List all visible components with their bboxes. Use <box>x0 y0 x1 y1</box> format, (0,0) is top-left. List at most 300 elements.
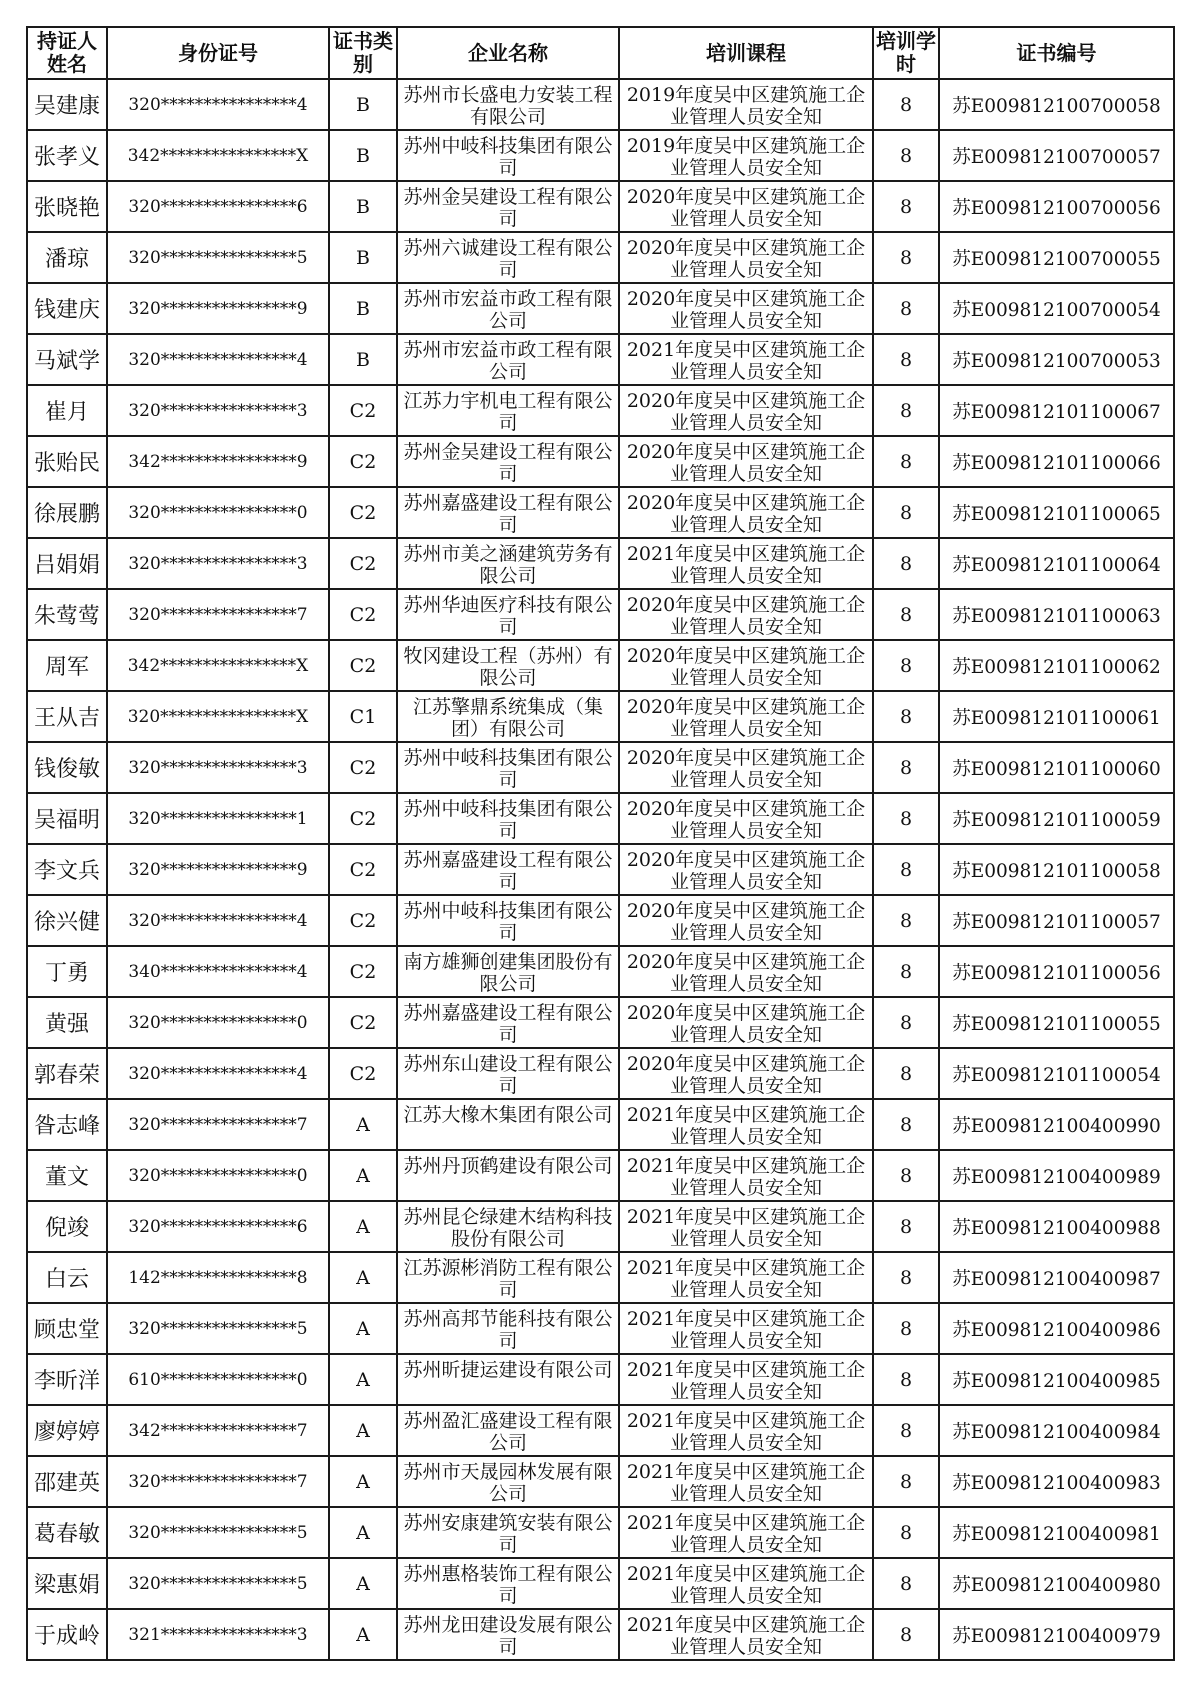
cell-company <box>397 385 619 436</box>
cell-hours: 8 <box>873 1354 939 1405</box>
cell-hours: 8 <box>873 1048 939 1099</box>
cell-course <box>619 793 873 844</box>
cell-hours: 8 <box>873 1252 939 1303</box>
cell-name: 张晓艳 <box>27 181 107 232</box>
cell-cert-no: 苏E009812101100064 <box>939 538 1174 589</box>
cell-company-text: 苏州高邦节能科技有限公司 <box>403 1307 613 1352</box>
cell-name: 吴福明 <box>27 793 107 844</box>
table-body <box>27 79 1174 1660</box>
cell-category: A <box>329 1354 397 1405</box>
cell-name: 王从吉 <box>27 691 107 742</box>
cell-hours: 8 <box>873 691 939 742</box>
cell-company <box>397 1558 619 1609</box>
cell-hours: 8 <box>873 1558 939 1609</box>
cell-course <box>619 844 873 895</box>
cell-id-number: 320****************5 <box>107 232 329 283</box>
cell-hours: 8 <box>873 1303 939 1354</box>
cell-course <box>619 1558 873 1609</box>
cell-id-number: 320****************9 <box>107 283 329 334</box>
cell-course-text: 2020年度吴中区建筑施工企业管理人员安全知 <box>626 746 866 791</box>
cell-company <box>397 1609 619 1660</box>
cell-course-text: 2020年度吴中区建筑施工企业管理人员安全知 <box>626 848 866 893</box>
cell-company <box>397 181 619 232</box>
table-row <box>27 1048 1174 1099</box>
cell-course <box>619 1201 873 1252</box>
cell-id-number: 320****************4 <box>107 79 329 130</box>
cell-course <box>619 742 873 793</box>
cell-id-number: 320****************0 <box>107 1150 329 1201</box>
header-company: 企业名称 <box>397 27 619 79</box>
cell-course <box>619 283 873 334</box>
cell-cert-no: 苏E009812100700057 <box>939 130 1174 181</box>
cell-cert-no: 苏E009812101100061 <box>939 691 1174 742</box>
header-course: 培训课程 <box>619 27 873 79</box>
table-row <box>27 1252 1174 1303</box>
cell-id-number: 320****************3 <box>107 742 329 793</box>
cell-cert-no: 苏E009812100400981 <box>939 1507 1174 1558</box>
cell-course <box>619 1150 873 1201</box>
cell-category: C2 <box>329 895 397 946</box>
cell-cert-no: 苏E009812100700056 <box>939 181 1174 232</box>
cell-course <box>619 1456 873 1507</box>
cell-course-text: 2021年度吴中区建筑施工企业管理人员安全知 <box>626 338 866 383</box>
cell-company-text: 苏州市宏益市政工程有限公司 <box>403 287 613 332</box>
table-row <box>27 1354 1174 1405</box>
cell-category: C2 <box>329 640 397 691</box>
cell-category: A <box>329 1099 397 1150</box>
table-row <box>27 487 1174 538</box>
cell-course-text: 2020年度吴中区建筑施工企业管理人员安全知 <box>626 236 866 281</box>
cell-cert-no: 苏E009812101100062 <box>939 640 1174 691</box>
cell-cert-no: 苏E009812100400984 <box>939 1405 1174 1456</box>
cell-course-text: 2021年度吴中区建筑施工企业管理人员安全知 <box>626 1256 866 1301</box>
cell-category: C2 <box>329 538 397 589</box>
cell-hours: 8 <box>873 1099 939 1150</box>
cell-cert-no: 苏E009812101100063 <box>939 589 1174 640</box>
cell-hours: 8 <box>873 1507 939 1558</box>
cell-hours: 8 <box>873 1456 939 1507</box>
table-row <box>27 1609 1174 1660</box>
cell-cert-no: 苏E009812100400987 <box>939 1252 1174 1303</box>
cell-company-text: 南方雄狮创建集团股份有限公司 <box>403 950 613 995</box>
cell-course-text: 2020年度吴中区建筑施工企业管理人员安全知 <box>626 899 866 944</box>
cell-course-text: 2020年度吴中区建筑施工企业管理人员安全知 <box>626 440 866 485</box>
cell-course <box>619 1405 873 1456</box>
cell-company-text: 苏州安康建筑安装有限公司 <box>403 1511 613 1556</box>
cell-company-text: 苏州嘉盛建设工程有限公司 <box>403 1001 613 1046</box>
cell-hours: 8 <box>873 232 939 283</box>
cell-id-number: 320****************7 <box>107 1456 329 1507</box>
cell-category: A <box>329 1456 397 1507</box>
cell-course <box>619 1507 873 1558</box>
cell-course-text: 2021年度吴中区建筑施工企业管理人员安全知 <box>626 1154 866 1199</box>
cell-hours: 8 <box>873 640 939 691</box>
table-row <box>27 79 1174 130</box>
cell-hours: 8 <box>873 946 939 997</box>
cell-category: B <box>329 334 397 385</box>
cell-course-text: 2021年度吴中区建筑施工企业管理人员安全知 <box>626 1205 866 1250</box>
cell-name: 李文兵 <box>27 844 107 895</box>
cell-id-number: 320****************3 <box>107 385 329 436</box>
cell-hours: 8 <box>873 283 939 334</box>
cell-company <box>397 1252 619 1303</box>
cell-id-number: 320****************5 <box>107 1303 329 1354</box>
table-row <box>27 997 1174 1048</box>
cell-company-text: 苏州嘉盛建设工程有限公司 <box>403 848 613 893</box>
cell-course-text: 2020年度吴中区建筑施工企业管理人员安全知 <box>626 287 866 332</box>
cell-name: 于成岭 <box>27 1609 107 1660</box>
cell-category: B <box>329 79 397 130</box>
cell-cert-no: 苏E009812101100057 <box>939 895 1174 946</box>
cell-id-number: 342****************X <box>107 640 329 691</box>
cell-category: B <box>329 130 397 181</box>
cell-cert-no: 苏E009812101100066 <box>939 436 1174 487</box>
cell-name: 张孝义 <box>27 130 107 181</box>
cell-name: 廖婷婷 <box>27 1405 107 1456</box>
cell-hours: 8 <box>873 436 939 487</box>
cell-company <box>397 640 619 691</box>
cell-company <box>397 1354 619 1405</box>
cell-company <box>397 793 619 844</box>
header-name: 持证人姓名 <box>27 27 107 79</box>
cell-company <box>397 79 619 130</box>
cell-name: 吕娟娟 <box>27 538 107 589</box>
cell-course <box>619 79 873 130</box>
cell-hours: 8 <box>873 589 939 640</box>
header-category: 证书类别 <box>329 27 397 79</box>
table-row <box>27 1558 1174 1609</box>
cell-company <box>397 1507 619 1558</box>
table-row <box>27 844 1174 895</box>
cell-company <box>397 1099 619 1150</box>
cell-cert-no: 苏E009812100400980 <box>939 1558 1174 1609</box>
cell-course <box>619 1303 873 1354</box>
cell-id-number: 342****************9 <box>107 436 329 487</box>
cell-category: C2 <box>329 742 397 793</box>
cell-company-text: 苏州中岐科技集团有限公司 <box>403 746 613 791</box>
cell-course-text: 2021年度吴中区建筑施工企业管理人员安全知 <box>626 1307 866 1352</box>
cell-company-text: 苏州中岐科技集团有限公司 <box>403 899 613 944</box>
cell-company <box>397 946 619 997</box>
cell-name: 梁惠娟 <box>27 1558 107 1609</box>
cell-category: A <box>329 1405 397 1456</box>
cell-course <box>619 691 873 742</box>
cell-hours: 8 <box>873 1405 939 1456</box>
cell-company <box>397 487 619 538</box>
cell-hours: 8 <box>873 385 939 436</box>
table-row <box>27 793 1174 844</box>
cell-company <box>397 691 619 742</box>
cell-company-text: 苏州市美之涵建筑劳务有限公司 <box>403 542 613 587</box>
cell-company <box>397 1048 619 1099</box>
table-row <box>27 1303 1174 1354</box>
cell-category: B <box>329 283 397 334</box>
cell-hours: 8 <box>873 181 939 232</box>
cell-cert-no: 苏E009812100400983 <box>939 1456 1174 1507</box>
cell-course-text: 2020年度吴中区建筑施工企业管理人员安全知 <box>626 1052 866 1097</box>
cell-cert-no: 苏E009812101100065 <box>939 487 1174 538</box>
cell-id-number: 320****************1 <box>107 793 329 844</box>
cell-company <box>397 436 619 487</box>
cell-name: 钱俊敏 <box>27 742 107 793</box>
table-row <box>27 946 1174 997</box>
cell-id-number: 320****************4 <box>107 895 329 946</box>
cell-company <box>397 895 619 946</box>
cell-category: C2 <box>329 385 397 436</box>
cell-category: A <box>329 1201 397 1252</box>
cell-cert-no: 苏E009812100400979 <box>939 1609 1174 1660</box>
cell-cert-no: 苏E009812100400985 <box>939 1354 1174 1405</box>
cell-name: 徐展鹏 <box>27 487 107 538</box>
cell-course <box>619 1354 873 1405</box>
cell-company <box>397 1405 619 1456</box>
cell-hours: 8 <box>873 538 939 589</box>
cell-company <box>397 1201 619 1252</box>
cell-company <box>397 742 619 793</box>
cell-course-text: 2021年度吴中区建筑施工企业管理人员安全知 <box>626 1562 866 1607</box>
cell-course <box>619 1048 873 1099</box>
table-row <box>27 385 1174 436</box>
cell-name: 丁勇 <box>27 946 107 997</box>
cell-category: C2 <box>329 487 397 538</box>
cell-company <box>397 844 619 895</box>
cell-hours: 8 <box>873 334 939 385</box>
cell-company <box>397 334 619 385</box>
cell-name: 董文 <box>27 1150 107 1201</box>
cell-hours: 8 <box>873 130 939 181</box>
cell-category: C1 <box>329 691 397 742</box>
cell-category: B <box>329 232 397 283</box>
cell-company-text: 苏州龙田建设发展有限公司 <box>403 1613 613 1658</box>
cell-course-text: 2020年度吴中区建筑施工企业管理人员安全知 <box>626 950 866 995</box>
cell-hours: 8 <box>873 997 939 1048</box>
cell-cert-no: 苏E009812101100067 <box>939 385 1174 436</box>
cell-company-text: 苏州盈汇盛建设工程有限公司 <box>403 1409 613 1454</box>
cell-cert-no: 苏E009812100400988 <box>939 1201 1174 1252</box>
table-row <box>27 334 1174 385</box>
cell-name: 吴建康 <box>27 79 107 130</box>
table-row <box>27 1405 1174 1456</box>
cell-company <box>397 1150 619 1201</box>
cell-id-number: 320****************4 <box>107 1048 329 1099</box>
cell-company-text: 苏州中岐科技集团有限公司 <box>403 134 613 179</box>
table-row <box>27 1201 1174 1252</box>
cell-course <box>619 130 873 181</box>
cell-name: 钱建庆 <box>27 283 107 334</box>
cell-course-text: 2019年度吴中区建筑施工企业管理人员安全知 <box>626 134 866 179</box>
table-row <box>27 589 1174 640</box>
cell-company-text: 江苏擎鼎系统集成（集团）有限公司 <box>412 695 603 740</box>
cell-cert-no: 苏E009812101100056 <box>939 946 1174 997</box>
cell-name: 朱莺莺 <box>27 589 107 640</box>
cell-company-text: 江苏大橡木集团有限公司 <box>403 1103 613 1126</box>
cell-category: C2 <box>329 589 397 640</box>
cell-company-text: 苏州惠格装饰工程有限公司 <box>403 1562 613 1607</box>
cell-course <box>619 232 873 283</box>
table-row <box>27 640 1174 691</box>
cell-course <box>619 946 873 997</box>
cell-course <box>619 997 873 1048</box>
cell-company-text: 江苏源彬消防工程有限公司 <box>403 1256 613 1301</box>
cell-hours: 8 <box>873 793 939 844</box>
cell-id-number: 320****************4 <box>107 334 329 385</box>
table-row <box>27 232 1174 283</box>
cell-cert-no: 苏E009812100400986 <box>939 1303 1174 1354</box>
cell-company <box>397 1456 619 1507</box>
cell-category: A <box>329 1303 397 1354</box>
cell-course-text: 2021年度吴中区建筑施工企业管理人员安全知 <box>626 1103 866 1148</box>
cell-id-number: 342****************X <box>107 130 329 181</box>
cell-course <box>619 1252 873 1303</box>
cell-id-number: 320****************7 <box>107 589 329 640</box>
cell-company-text: 苏州东山建设工程有限公司 <box>403 1052 613 1097</box>
cell-id-number: 610****************0 <box>107 1354 329 1405</box>
cell-name: 顾忠堂 <box>27 1303 107 1354</box>
cell-cert-no: 苏E009812100700054 <box>939 283 1174 334</box>
cell-course-text: 2020年度吴中区建筑施工企业管理人员安全知 <box>626 389 866 434</box>
table-row <box>27 691 1174 742</box>
cell-category: C2 <box>329 1048 397 1099</box>
cell-cert-no: 苏E009812101100055 <box>939 997 1174 1048</box>
cell-company <box>397 130 619 181</box>
cell-course <box>619 334 873 385</box>
cell-hours: 8 <box>873 1609 939 1660</box>
cell-course <box>619 436 873 487</box>
cell-company <box>397 232 619 283</box>
table-row <box>27 1507 1174 1558</box>
cell-course-text: 2020年度吴中区建筑施工企业管理人员安全知 <box>626 695 866 740</box>
cell-hours: 8 <box>873 844 939 895</box>
cell-course <box>619 385 873 436</box>
cell-name: 潘琼 <box>27 232 107 283</box>
cell-company-text: 苏州昆仑绿建木结构科技股份有限公司 <box>403 1205 613 1250</box>
cell-hours: 8 <box>873 742 939 793</box>
cell-company-text: 苏州丹顶鹤建设有限公司 <box>403 1154 613 1177</box>
cell-id-number: 340****************4 <box>107 946 329 997</box>
cell-course <box>619 895 873 946</box>
cell-category: C2 <box>329 793 397 844</box>
cell-course-text: 2021年度吴中区建筑施工企业管理人员安全知 <box>626 542 866 587</box>
cell-course-text: 2020年度吴中区建筑施工企业管理人员安全知 <box>626 1001 866 1046</box>
cell-category: C2 <box>329 946 397 997</box>
cell-course-text: 2019年度吴中区建筑施工企业管理人员安全知 <box>626 83 866 128</box>
cell-hours: 8 <box>873 79 939 130</box>
cell-name: 郭春荣 <box>27 1048 107 1099</box>
cell-category: C2 <box>329 436 397 487</box>
cell-course-text: 2021年度吴中区建筑施工企业管理人员安全知 <box>626 1613 866 1658</box>
header-row <box>27 27 1174 79</box>
table-row <box>27 742 1174 793</box>
table-row <box>27 283 1174 334</box>
cell-name: 周军 <box>27 640 107 691</box>
cell-id-number: 142****************8 <box>107 1252 329 1303</box>
cell-company-text: 苏州六诚建设工程有限公司 <box>403 236 613 281</box>
cell-category: A <box>329 1150 397 1201</box>
certificate-table <box>26 26 1175 1661</box>
cell-company <box>397 589 619 640</box>
cell-id-number: 320****************9 <box>107 844 329 895</box>
cell-cert-no: 苏E009812101100060 <box>939 742 1174 793</box>
table-row <box>27 1099 1174 1150</box>
cell-company-text: 苏州市长盛电力安装工程有限公司 <box>403 83 613 128</box>
cell-name: 张贻民 <box>27 436 107 487</box>
cell-hours: 8 <box>873 895 939 946</box>
cell-course <box>619 1609 873 1660</box>
cell-course-text: 2020年度吴中区建筑施工企业管理人员安全知 <box>626 491 866 536</box>
cell-company-text: 苏州金吴建设工程有限公司 <box>403 185 613 230</box>
cell-course <box>619 589 873 640</box>
cell-id-number: 320****************6 <box>107 1201 329 1252</box>
cell-category: A <box>329 1507 397 1558</box>
cell-name: 崔月 <box>27 385 107 436</box>
cell-company-text: 苏州金吴建设工程有限公司 <box>403 440 613 485</box>
cell-id-number: 320****************6 <box>107 181 329 232</box>
cell-course-text: 2021年度吴中区建筑施工企业管理人员安全知 <box>626 1460 866 1505</box>
cell-category: C2 <box>329 844 397 895</box>
table-row <box>27 538 1174 589</box>
cell-company-text: 苏州市天晟园林发展有限公司 <box>403 1460 613 1505</box>
cell-company <box>397 283 619 334</box>
cell-cert-no: 苏E009812100700058 <box>939 79 1174 130</box>
table-row <box>27 1150 1174 1201</box>
cell-category: C2 <box>329 997 397 1048</box>
cell-course-text: 2020年度吴中区建筑施工企业管理人员安全知 <box>626 644 866 689</box>
cell-name: 葛春敏 <box>27 1507 107 1558</box>
cell-hours: 8 <box>873 487 939 538</box>
header-hours: 培训学时 <box>873 27 939 79</box>
header-cert-no: 证书编号 <box>939 27 1174 79</box>
cell-course <box>619 487 873 538</box>
cell-cert-no: 苏E009812101100059 <box>939 793 1174 844</box>
cell-hours: 8 <box>873 1150 939 1201</box>
table-row <box>27 130 1174 181</box>
cell-id-number: 320****************5 <box>107 1558 329 1609</box>
cell-cert-no: 苏E009812100700055 <box>939 232 1174 283</box>
cell-name: 李昕洋 <box>27 1354 107 1405</box>
cell-course-text: 2020年度吴中区建筑施工企业管理人员安全知 <box>626 593 866 638</box>
cell-id-number: 320****************0 <box>107 487 329 538</box>
table-row <box>27 436 1174 487</box>
cell-company-text: 苏州嘉盛建设工程有限公司 <box>403 491 613 536</box>
cell-course-text: 2021年度吴中区建筑施工企业管理人员安全知 <box>626 1409 866 1454</box>
cell-category: A <box>329 1609 397 1660</box>
cell-id-number: 320****************5 <box>107 1507 329 1558</box>
cell-name: 倪竣 <box>27 1201 107 1252</box>
cell-course <box>619 181 873 232</box>
cell-id-number: 320****************3 <box>107 538 329 589</box>
cell-cert-no: 苏E009812100400990 <box>939 1099 1174 1150</box>
cell-cert-no: 苏E009812101100058 <box>939 844 1174 895</box>
cell-name: 马斌学 <box>27 334 107 385</box>
cell-id-number: 320****************X <box>107 691 329 742</box>
cell-company-text: 苏州市宏益市政工程有限公司 <box>403 338 613 383</box>
cell-id-number: 320****************0 <box>107 997 329 1048</box>
cell-course-text: 2020年度吴中区建筑施工企业管理人员安全知 <box>626 185 866 230</box>
cell-cert-no: 苏E009812101100054 <box>939 1048 1174 1099</box>
cell-name: 黄强 <box>27 997 107 1048</box>
cell-hours: 8 <box>873 1201 939 1252</box>
cell-company-text: 苏州昕捷运建设有限公司 <box>403 1358 613 1381</box>
cell-course-text: 2020年度吴中区建筑施工企业管理人员安全知 <box>626 797 866 842</box>
cell-cert-no: 苏E009812100400989 <box>939 1150 1174 1201</box>
cell-company <box>397 538 619 589</box>
cell-company-text: 牧冈建设工程（苏州）有限公司 <box>403 644 613 689</box>
cell-category: A <box>329 1558 397 1609</box>
cell-cert-no: 苏E009812100700053 <box>939 334 1174 385</box>
cell-category: B <box>329 181 397 232</box>
cell-course <box>619 640 873 691</box>
table-row <box>27 1456 1174 1507</box>
